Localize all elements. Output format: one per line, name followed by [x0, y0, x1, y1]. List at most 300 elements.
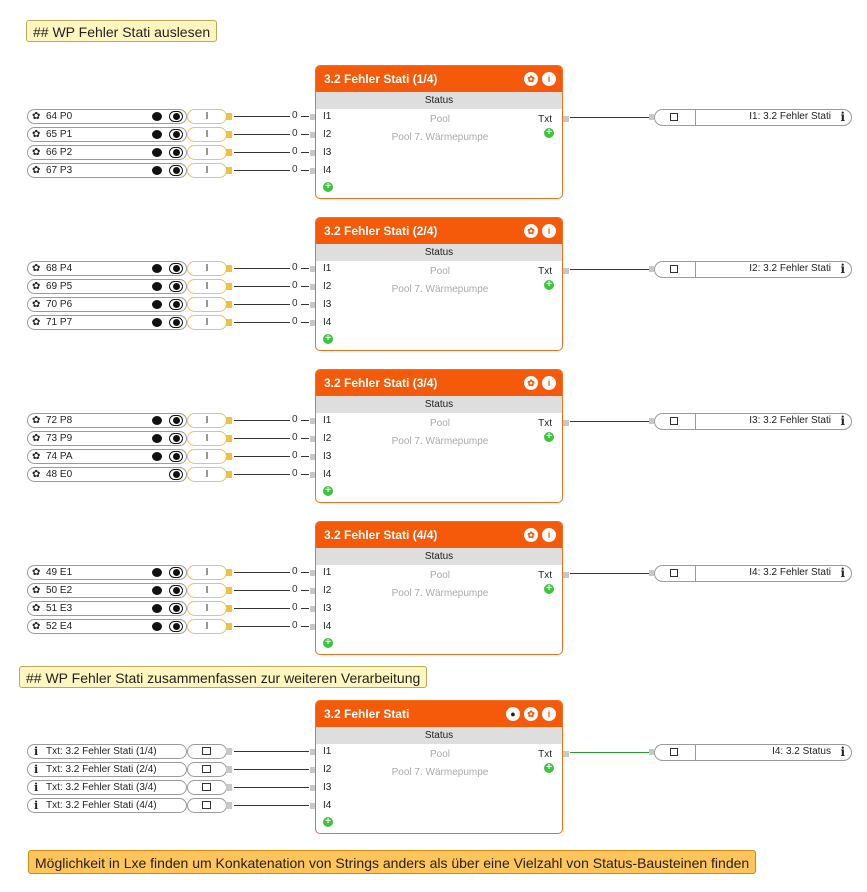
block-input-label: I4 [323, 469, 332, 480]
input-box[interactable] [187, 297, 227, 312]
input-wire [234, 304, 290, 305]
output-connector-label: I1: 3.2 Fehler Stati [749, 111, 831, 122]
input-wire-end [301, 322, 309, 323]
connector-icon [202, 747, 211, 755]
add-output-icon[interactable]: + [544, 584, 554, 594]
input-wire [234, 608, 290, 609]
block-status-bar: Status [316, 548, 562, 565]
block-input-port[interactable] [310, 266, 315, 272]
input-box-port[interactable] [226, 113, 232, 120]
block-input-port[interactable] [310, 150, 315, 156]
output-wire [570, 421, 650, 422]
note-mid[interactable]: ## WP Fehler Stati zusammenfassen zur weiteren Verarbeitung [19, 666, 427, 688]
input-box-label: I [205, 469, 209, 480]
info-icon[interactable]: i [542, 224, 556, 238]
input-box-label: I [205, 317, 209, 328]
add-output-icon[interactable]: + [544, 432, 554, 442]
toggle-icon[interactable] [169, 451, 183, 462]
block-output-port[interactable] [563, 420, 569, 426]
input-wire-end [301, 152, 309, 153]
input-box-port[interactable] [226, 605, 232, 612]
source-input[interactable] [27, 127, 187, 142]
input-box-port[interactable] [226, 131, 232, 138]
source-input[interactable] [27, 261, 187, 276]
input-box[interactable] [187, 109, 227, 124]
input-wire [234, 474, 290, 475]
add-output-icon[interactable]: + [544, 280, 554, 290]
input-wire-end [301, 626, 309, 627]
input-wire-end [301, 134, 309, 135]
input-box-label: I [205, 129, 209, 140]
block-input-label: I2 [323, 433, 332, 444]
block-input-label: I1 [323, 263, 332, 274]
input-box[interactable] [187, 261, 227, 276]
input-wire [234, 286, 290, 287]
toggle-icon[interactable] [169, 433, 183, 444]
input-box[interactable] [187, 780, 227, 795]
input-box-label: I [205, 263, 209, 274]
source-input[interactable] [27, 431, 187, 446]
input-box-port[interactable] [226, 319, 232, 326]
block-title-text: 3.2 Fehler Stati (3/4) [324, 376, 438, 390]
block-pool: Pool [429, 266, 450, 277]
gear-icon[interactable]: ✿ [524, 72, 538, 86]
toggle-icon[interactable] [169, 263, 183, 274]
block-input-port[interactable] [310, 454, 315, 460]
gear-icon: ✿ [32, 433, 41, 444]
add-input-icon[interactable]: + [323, 334, 333, 344]
logic-block[interactable] [315, 521, 563, 655]
output-connector-port[interactable] [649, 266, 654, 272]
block-input-port[interactable] [310, 472, 315, 478]
input-box-port[interactable] [226, 417, 232, 424]
source-input-label: Txt: 3.2 Fehler Stati (2/4) [46, 764, 157, 775]
gear-icon[interactable]: ✿ [524, 528, 538, 542]
gear-icon: ✿ [32, 469, 41, 480]
speech-bubble-icon[interactable] [152, 416, 162, 425]
info-icon[interactable]: i [542, 72, 556, 86]
block-input-label: I2 [323, 585, 332, 596]
input-box[interactable] [187, 145, 227, 160]
block-pool-sub: Pool 7. Wärmepumpe [391, 767, 489, 778]
source-input[interactable] [27, 449, 187, 464]
output-wire [570, 752, 650, 753]
toggle-icon[interactable] [169, 299, 183, 310]
block-input-label: I4 [323, 165, 332, 176]
block-output-label: Txt [538, 266, 552, 277]
block-input-port[interactable] [310, 436, 315, 442]
speech-bubble-icon[interactable] [152, 166, 162, 175]
speech-bubble-icon[interactable] [152, 604, 162, 613]
info-icon[interactable]: i [840, 745, 845, 759]
connector-icon [670, 569, 678, 577]
speech-bubble-icon[interactable] [152, 282, 162, 291]
input-value: 0 [292, 128, 298, 139]
block-pool: Pool [429, 114, 450, 125]
block-input-port[interactable] [310, 320, 315, 326]
input-box-label: I [205, 567, 209, 578]
speech-bubble-icon[interactable] [152, 148, 162, 157]
block-output-label: Txt [538, 749, 552, 760]
block-pool-sub: Pool 7. Wärmepumpe [391, 588, 489, 599]
block-input-port[interactable] [310, 114, 315, 120]
block-title[interactable] [316, 701, 562, 727]
input-wire [234, 805, 309, 806]
add-output-icon[interactable]: + [544, 128, 554, 138]
source-input-label: 52 E4 [46, 621, 73, 632]
input-wire [234, 438, 290, 439]
block-input-label: I2 [323, 281, 332, 292]
output-connector-box [655, 745, 696, 760]
input-box[interactable] [187, 449, 227, 464]
block-input-port[interactable] [310, 168, 315, 174]
input-value: 0 [292, 468, 298, 479]
source-input-label: 73 P9 [46, 433, 73, 444]
block-input-port[interactable] [310, 624, 315, 630]
input-box-port[interactable] [226, 802, 232, 809]
speech-bubble-icon[interactable] [152, 586, 162, 595]
speech-bubble-icon[interactable] [152, 622, 162, 631]
block-input-label: I4 [323, 317, 332, 328]
source-input[interactable] [27, 744, 187, 759]
gear-icon: ✿ [32, 567, 41, 578]
source-input[interactable] [27, 762, 187, 777]
source-input-label: 65 P1 [46, 129, 73, 140]
input-box[interactable] [187, 601, 227, 616]
connector-icon [670, 113, 678, 121]
block-input-port[interactable] [310, 785, 315, 791]
input-box[interactable] [187, 619, 227, 634]
input-wire [234, 268, 290, 269]
toggle-icon[interactable] [169, 111, 183, 122]
input-wire-end [301, 608, 309, 609]
output-wire [570, 573, 650, 574]
input-box-port[interactable] [226, 149, 232, 156]
source-input[interactable] [27, 780, 187, 795]
toggle-icon[interactable] [169, 621, 183, 632]
speech-bubble-icon[interactable] [152, 452, 162, 461]
source-input[interactable] [27, 109, 187, 124]
connector-icon [202, 783, 211, 791]
add-input-icon[interactable]: + [323, 817, 333, 827]
gear-icon: ✿ [32, 585, 41, 596]
source-input-label: Txt: 3.2 Fehler Stati (1/4) [46, 746, 157, 757]
input-box[interactable] [187, 163, 227, 178]
block-input-port[interactable] [310, 588, 315, 594]
speech-bubble-icon[interactable] [152, 568, 162, 577]
info-icon[interactable]: i [840, 414, 845, 428]
input-box-port[interactable] [226, 623, 232, 630]
note-top[interactable]: ## WP Fehler Stati auslesen [26, 20, 217, 42]
input-wire-end [301, 116, 309, 117]
output-connector-port[interactable] [649, 418, 654, 424]
input-wire [234, 152, 290, 153]
toggle-icon[interactable] [169, 281, 183, 292]
input-value: 0 [292, 164, 298, 175]
input-box-label: I [205, 433, 209, 444]
block-input-port[interactable] [310, 606, 315, 612]
input-box-label: I [205, 621, 209, 632]
block-title-text: 3.2 Fehler Stati [324, 707, 410, 721]
input-box-port[interactable] [226, 471, 232, 478]
speech-bubble-icon[interactable] [152, 112, 162, 121]
source-input[interactable] [27, 163, 187, 178]
input-box[interactable] [187, 762, 227, 777]
input-wire [234, 572, 290, 573]
input-value: 0 [292, 146, 298, 157]
output-connector[interactable] [654, 744, 852, 761]
info-icon: i [34, 763, 39, 776]
input-wire [234, 322, 290, 323]
info-icon: i [34, 781, 39, 794]
input-box[interactable] [187, 413, 227, 428]
source-input-label: 72 P8 [46, 415, 73, 426]
block-status-bar: Status [316, 396, 562, 413]
gear-icon: ✿ [32, 415, 41, 426]
gear-icon: ✿ [32, 147, 41, 158]
connector-icon [202, 801, 211, 809]
speech-bubble-icon[interactable] [152, 434, 162, 443]
toggle-icon[interactable] [169, 147, 183, 158]
gear-icon: ✿ [32, 111, 41, 122]
toggle-icon[interactable] [169, 567, 183, 578]
info-icon[interactable]: i [840, 262, 845, 276]
source-input[interactable] [27, 279, 187, 294]
block-input-port[interactable] [310, 302, 315, 308]
input-box-port[interactable] [226, 587, 232, 594]
info-icon[interactable]: i [542, 376, 556, 390]
source-input[interactable] [27, 315, 187, 330]
input-box[interactable] [187, 315, 227, 330]
input-box-port[interactable] [226, 569, 232, 576]
output-connector[interactable] [654, 413, 852, 430]
source-input-label: 71 P7 [46, 317, 73, 328]
input-box[interactable] [187, 798, 227, 813]
input-value: 0 [292, 450, 298, 461]
input-wire-end [301, 456, 309, 457]
info-icon[interactable]: i [542, 528, 556, 542]
block-output-label: Txt [538, 570, 552, 581]
gear-icon[interactable]: ✿ [524, 224, 538, 238]
toggle-icon[interactable] [169, 469, 183, 480]
block-input-label: I2 [323, 764, 332, 775]
block-output-label: Txt [538, 114, 552, 125]
source-input[interactable] [27, 583, 187, 598]
gear-icon[interactable]: ✿ [524, 376, 538, 390]
input-wire [234, 116, 290, 117]
block-status-bar: Status [316, 92, 562, 109]
block-pool: Pool [429, 418, 450, 429]
output-connector-box [655, 110, 696, 125]
block-pool-sub: Pool 7. Wärmepumpe [391, 132, 489, 143]
input-box-port[interactable] [226, 748, 232, 755]
block-input-label: I4 [323, 621, 332, 632]
gear-icon: ✿ [32, 281, 41, 292]
input-box[interactable] [187, 744, 227, 759]
input-box[interactable] [187, 431, 227, 446]
block-input-label: I3 [323, 782, 332, 793]
info-icon[interactable]: i [840, 110, 845, 124]
block-input-label: I3 [323, 147, 332, 158]
block-title[interactable] [316, 218, 562, 244]
connector-icon [202, 765, 211, 773]
block-input-port[interactable] [310, 570, 315, 576]
info-icon[interactable]: i [840, 566, 845, 580]
source-input-label: 67 P3 [46, 165, 73, 176]
input-value: 0 [292, 602, 298, 613]
source-input[interactable] [27, 297, 187, 312]
input-wire-end [301, 170, 309, 171]
input-box-port[interactable] [226, 283, 232, 290]
source-input[interactable] [27, 565, 187, 580]
gear-icon: ✿ [32, 299, 41, 310]
block-input-port[interactable] [310, 132, 315, 138]
input-box[interactable] [187, 467, 227, 482]
input-value: 0 [292, 414, 298, 425]
source-input-label: 66 P2 [46, 147, 73, 158]
input-value: 0 [292, 298, 298, 309]
source-input-label: 48 E0 [46, 469, 73, 480]
input-box-port[interactable] [226, 301, 232, 308]
toggle-icon[interactable] [169, 165, 183, 176]
block-input-label: I1 [323, 567, 332, 578]
input-wire [234, 769, 309, 770]
toggle-icon[interactable] [169, 129, 183, 140]
input-box-port[interactable] [226, 784, 232, 791]
block-pool: Pool [429, 749, 450, 760]
add-input-icon[interactable]: + [323, 486, 333, 496]
input-box[interactable] [187, 583, 227, 598]
source-input[interactable] [27, 145, 187, 160]
output-connector-label: I2: 3.2 Fehler Stati [749, 263, 831, 274]
speech-bubble-icon[interactable] [152, 318, 162, 327]
logic-block[interactable] [315, 369, 563, 503]
add-input-icon[interactable]: + [323, 638, 333, 648]
source-input[interactable] [27, 467, 187, 482]
source-input-label: 68 P4 [46, 263, 73, 274]
input-box-label: I [205, 111, 209, 122]
block-input-label: I1 [323, 415, 332, 426]
gear-icon: ✿ [32, 317, 41, 328]
block-output-port[interactable] [563, 751, 569, 757]
output-connector-label: I4: 3.2 Status [772, 746, 831, 757]
speech-bubble-icon[interactable] [152, 264, 162, 273]
input-box[interactable] [187, 565, 227, 580]
input-box-port[interactable] [226, 167, 232, 174]
block-status-bar: Status [316, 244, 562, 261]
output-connector[interactable] [654, 261, 852, 278]
add-output-icon[interactable]: + [544, 763, 554, 773]
connector-icon [670, 748, 678, 756]
input-wire-end [301, 572, 309, 573]
block-input-label: I3 [323, 603, 332, 614]
input-box-port[interactable] [226, 766, 232, 773]
input-box-label: I [205, 415, 209, 426]
output-connector-port[interactable] [649, 114, 654, 120]
block-input-port[interactable] [310, 284, 315, 290]
block-output-port[interactable] [563, 572, 569, 578]
output-connector-port[interactable] [649, 570, 654, 576]
note-bottom[interactable]: Möglichkeit in Lxe finden um Konkatenation von Strings anders als über eine Vielzahl von Status-Bausteinen finden [28, 850, 756, 874]
input-wire [234, 456, 290, 457]
block-input-label: I4 [323, 800, 332, 811]
input-wire [234, 134, 290, 135]
output-connector[interactable] [654, 109, 852, 126]
input-value: 0 [292, 316, 298, 327]
logic-block[interactable] [315, 217, 563, 351]
input-box-label: I [205, 585, 209, 596]
logic-block[interactable] [315, 700, 563, 834]
logic-block[interactable] [315, 65, 563, 199]
info-icon[interactable]: i [542, 707, 556, 721]
block-input-port[interactable] [310, 749, 315, 755]
toggle-icon[interactable] [169, 603, 183, 614]
source-input[interactable] [27, 601, 187, 616]
block-title[interactable] [316, 66, 562, 92]
toggle-icon[interactable] [169, 415, 183, 426]
input-box-port[interactable] [226, 265, 232, 272]
output-connector[interactable] [654, 565, 852, 582]
input-value: 0 [292, 620, 298, 631]
gear-icon[interactable]: ✿ [524, 707, 538, 721]
source-input[interactable] [27, 619, 187, 634]
input-value: 0 [292, 110, 298, 121]
input-box[interactable] [187, 127, 227, 142]
input-wire [234, 590, 290, 591]
source-input-label: 70 P6 [46, 299, 73, 310]
gear-icon: ✿ [32, 451, 41, 462]
source-input[interactable] [27, 798, 187, 813]
input-box-label: I [205, 603, 209, 614]
toggle-icon[interactable] [169, 585, 183, 596]
block-input-label: I2 [323, 129, 332, 140]
input-box-port[interactable] [226, 453, 232, 460]
speech-bubble-icon[interactable] [152, 300, 162, 309]
output-wire [570, 117, 650, 118]
source-input[interactable] [27, 413, 187, 428]
block-title[interactable] [316, 370, 562, 396]
input-wire-end [301, 304, 309, 305]
block-input-port[interactable] [310, 418, 315, 424]
input-value: 0 [292, 566, 298, 577]
add-input-icon[interactable]: + [323, 182, 333, 192]
block-pool: Pool [429, 570, 450, 581]
input-wire-end [301, 438, 309, 439]
gear-icon: ✿ [32, 621, 41, 632]
toggle-icon[interactable] [169, 317, 183, 328]
block-input-port[interactable] [310, 767, 315, 773]
input-box-port[interactable] [226, 435, 232, 442]
source-input-label: Txt: 3.2 Fehler Stati (4/4) [46, 800, 157, 811]
input-wire [234, 170, 290, 171]
input-box[interactable] [187, 279, 227, 294]
block-title[interactable] [316, 522, 562, 548]
source-input-label: Txt: 3.2 Fehler Stati (3/4) [46, 782, 157, 793]
block-input-port[interactable] [310, 803, 315, 809]
input-wire-end [301, 268, 309, 269]
input-wire [234, 420, 290, 421]
block-output-port[interactable] [563, 268, 569, 274]
gear-icon: ✿ [32, 263, 41, 274]
speech-bubble-icon[interactable] [152, 130, 162, 139]
block-title-text: 3.2 Fehler Stati (2/4) [324, 224, 438, 238]
output-connector-port[interactable] [649, 749, 654, 755]
input-wire-end [301, 590, 309, 591]
block-output-port[interactable] [563, 116, 569, 122]
block-title-text: 3.2 Fehler Stati (4/4) [324, 528, 438, 542]
record-icon[interactable]: ● [506, 707, 520, 721]
input-value: 0 [292, 262, 298, 273]
